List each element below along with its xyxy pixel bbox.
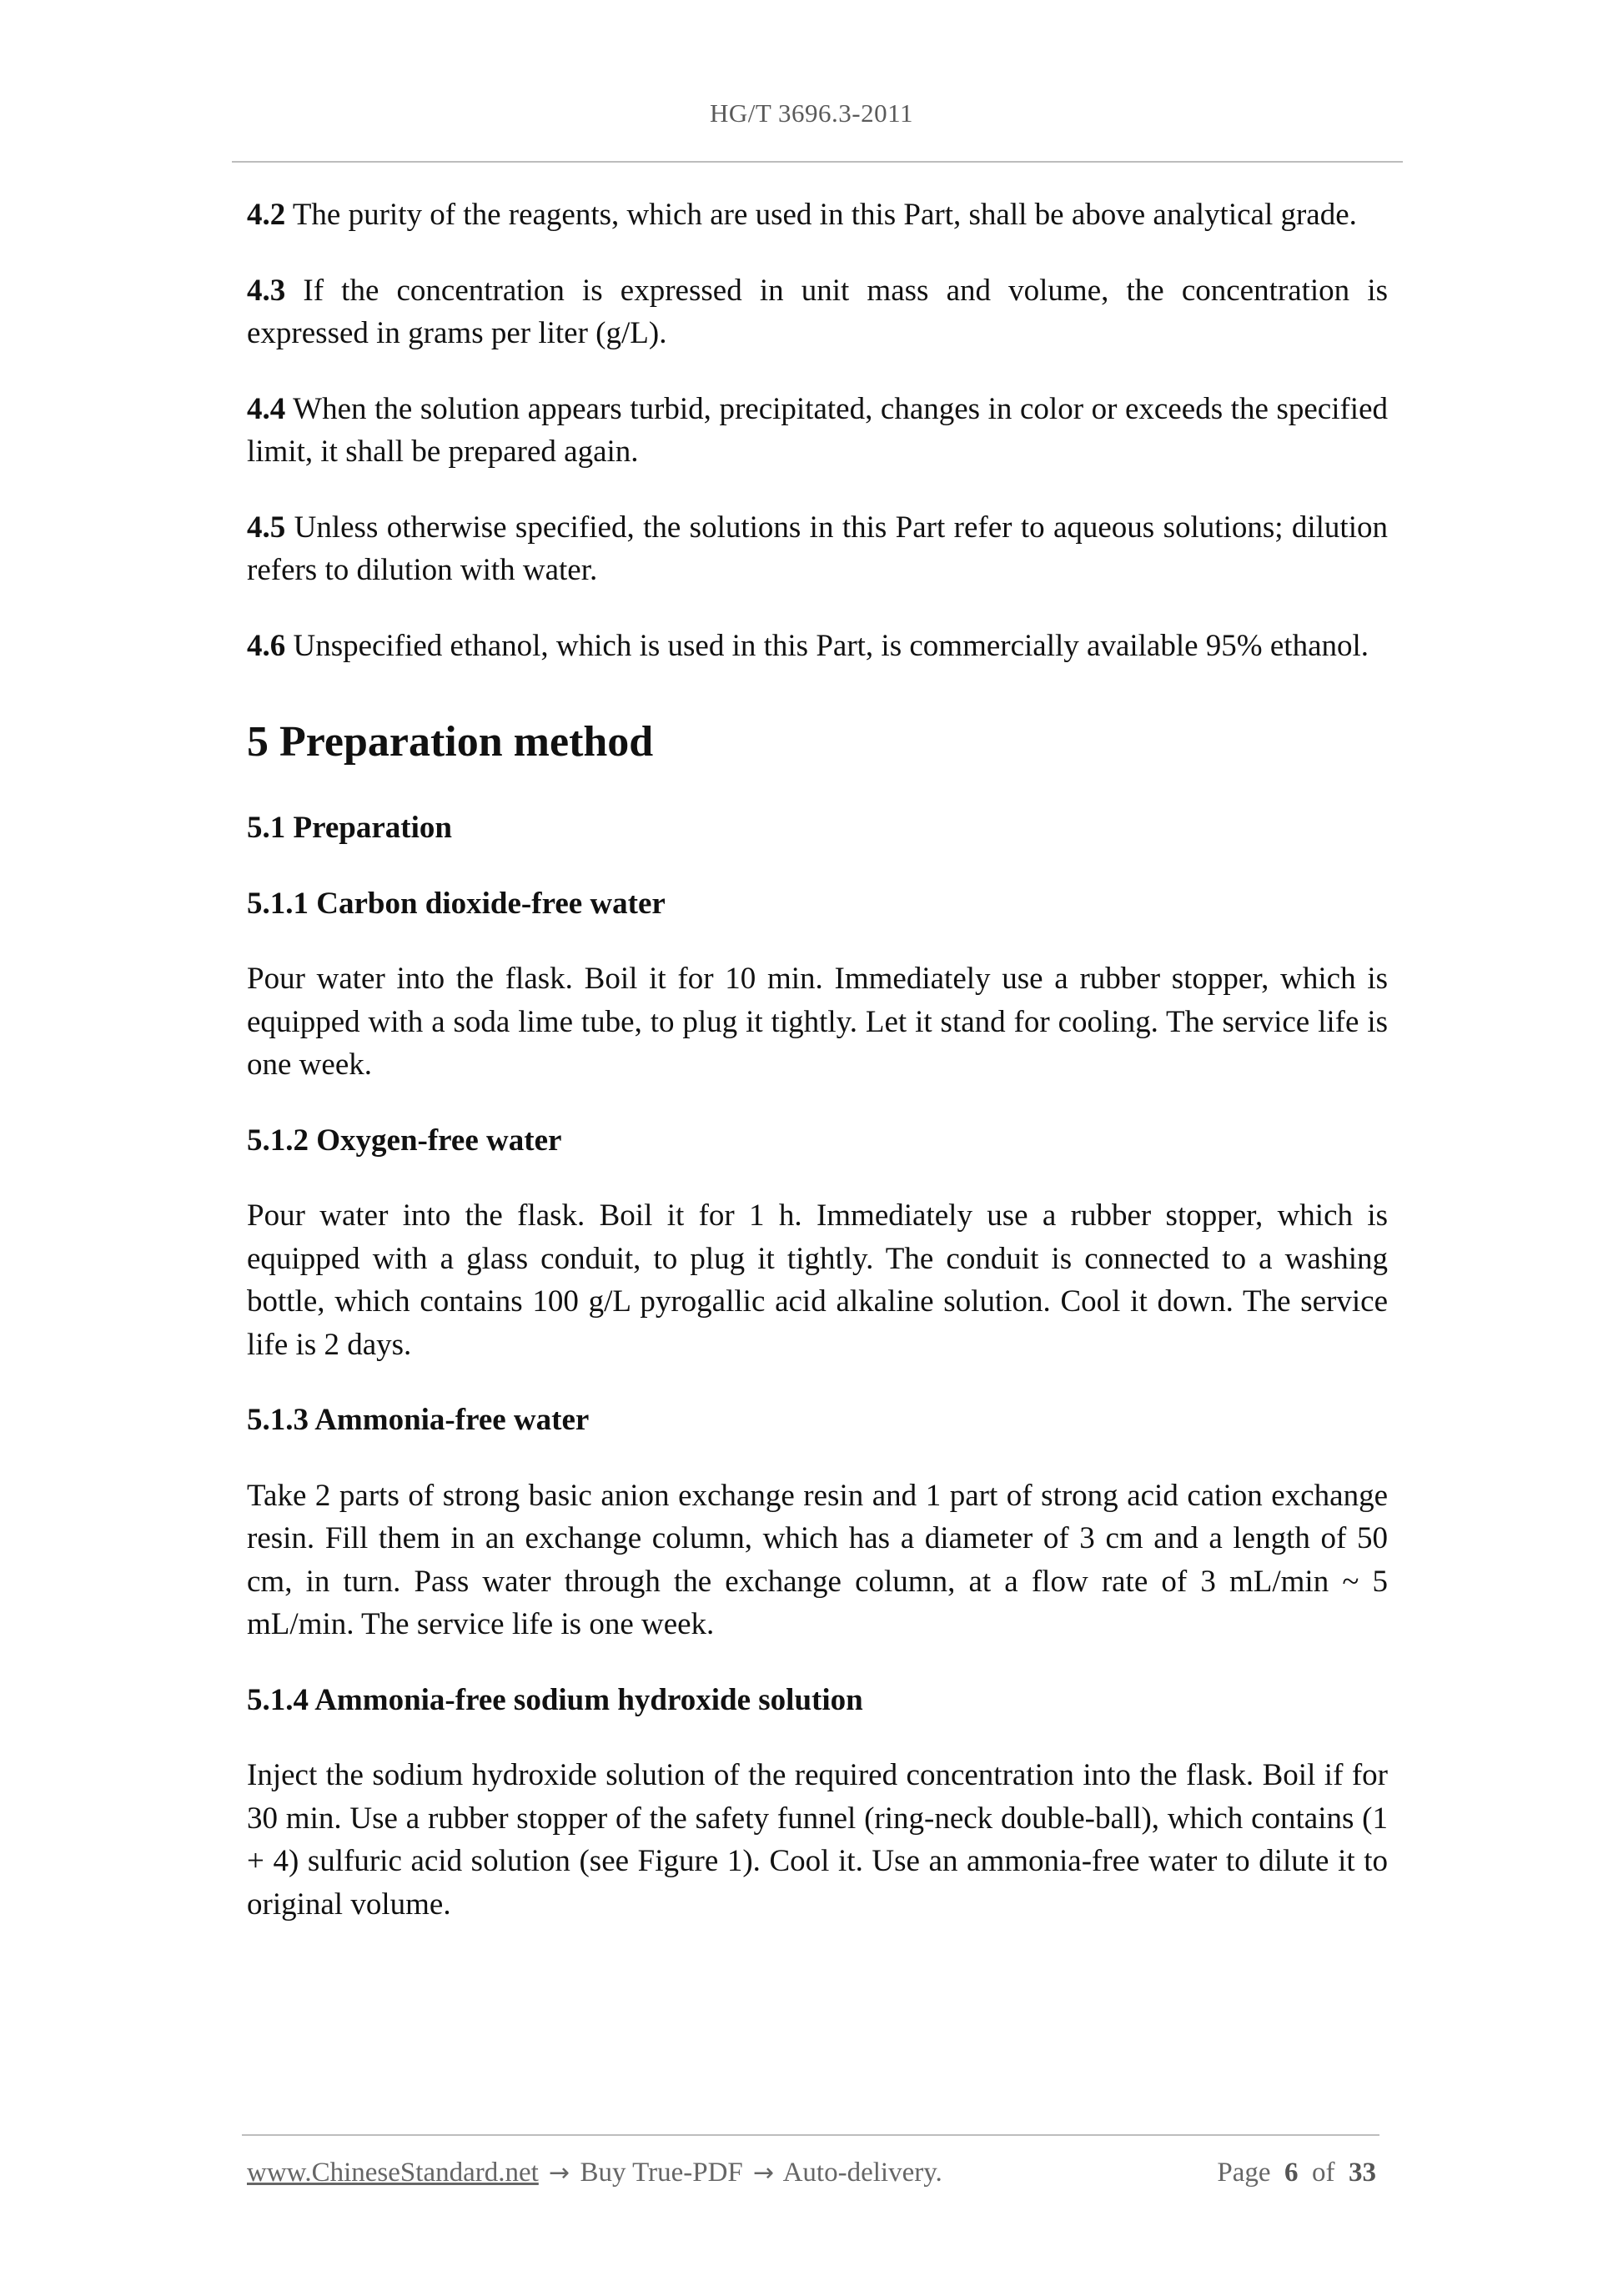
clause-4-4 (247, 388, 1388, 474)
clause-number: 4.3 (247, 273, 286, 308)
header-divider (232, 161, 1403, 163)
item-text-5-1-3: Take 2 parts of strong basic anion exchange resin and 1 part of strong acid cation exchange resin. Fill them in an exchange column, which has a diameter of 3 cm and a length of 50 cm, in turn. Pass water through the exchange column, at a flow rate of 3 mL/min ~ 5 mL/min. The service life is one week. (247, 1478, 1388, 1641)
arrow-right-icon: → (753, 2158, 775, 2188)
clause-4-3 (247, 269, 1388, 355)
item-heading-5-1-1: 5.1.1 Carbon dioxide-free water (247, 886, 666, 921)
page-header: HG/T 3696.3-2011 (710, 98, 913, 128)
clause-text: If the concentration is expressed in unit mass and volume, the concentration is expressed in grams per liter (g/L). (247, 273, 1388, 350)
clause-text: The purity of the reagents, which are used in this Part, shall be above analytical grade. (285, 198, 1357, 232)
item-heading-5-1-2: 5.1.2 Oxygen-free water (247, 1123, 562, 1158)
clause-text: Unspecified ethanol, which is used in this Part, is commercially available 95% ethanol. (285, 628, 1369, 663)
clause-4-2 (247, 193, 1388, 237)
document-body (247, 193, 1388, 1958)
item-heading-5-1-4: 5.1.4 Ammonia-free sodium hydroxide solution (247, 1682, 863, 1717)
clause-4-5 (247, 506, 1388, 592)
auto-delivery-text: Auto-delivery. (782, 2158, 942, 2188)
item-heading-5-1-3: 5.1.3 Ammonia-free water (247, 1403, 590, 1437)
page-total: 33 (1349, 2158, 1376, 2188)
footer-divider (242, 2134, 1379, 2136)
page-number (1217, 2158, 1376, 2188)
page-label: Page (1217, 2158, 1271, 2188)
section-heading: 5 Preparation method (247, 718, 654, 766)
clause-number: 4.5 (247, 510, 286, 545)
item-text-5-1-2: Pour water into the flask. Boil it for 1 h. Immediately use a rubber stopper, which is equipped with a glass conduit, to plug it tightly. The conduit is connected to a washing bottle, which contains 100 g/L pyrogallic acid alkaline solution. Cool it down. The service life is 2 days. (247, 1198, 1388, 1362)
clause-number: 4.2 (247, 198, 286, 232)
clause-number: 4.6 (247, 628, 286, 663)
page-current: 6 (1284, 2158, 1299, 2188)
subsection-heading: 5.1 Preparation (247, 811, 452, 845)
item-text-5-1-4: Inject the sodium hydroxide solution of the required concentration into the flask. Boil if for 30 min. Use a rubber stopper of the safety funnel (ring-neck double-ball), which contains (1 + 4) sulfuric acid solution (see Figure 1). Cool it. Use an ammonia-free water to dilute it to original volume. (247, 1758, 1388, 1922)
item-text-5-1-1: Pour water into the flask. Boil it for 10 min. Immediately use a rubber stopper, which is equipped with a soda lime tube, to plug it tightly. Let it stand for cooling. The service life is one week. (247, 962, 1388, 1082)
footer-promo (247, 2158, 942, 2188)
website-link[interactable]: www.ChineseStandard.net (247, 2158, 539, 2188)
clause-text: Unless otherwise specified, the solutions in this Part refer to aqueous solutions; dilution refers to dilution with water. (247, 510, 1388, 587)
clause-text: When the solution appears turbid, precipitated, changes in color or exceeds the specified limit, it shall be prepared again. (247, 391, 1388, 469)
clause-number: 4.4 (247, 391, 286, 426)
buy-true-pdf-text: Buy True-PDF (580, 2158, 743, 2188)
clause-4-6 (247, 625, 1388, 668)
page-of-label: of (1312, 2158, 1335, 2188)
arrow-right-icon: → (549, 2158, 570, 2188)
